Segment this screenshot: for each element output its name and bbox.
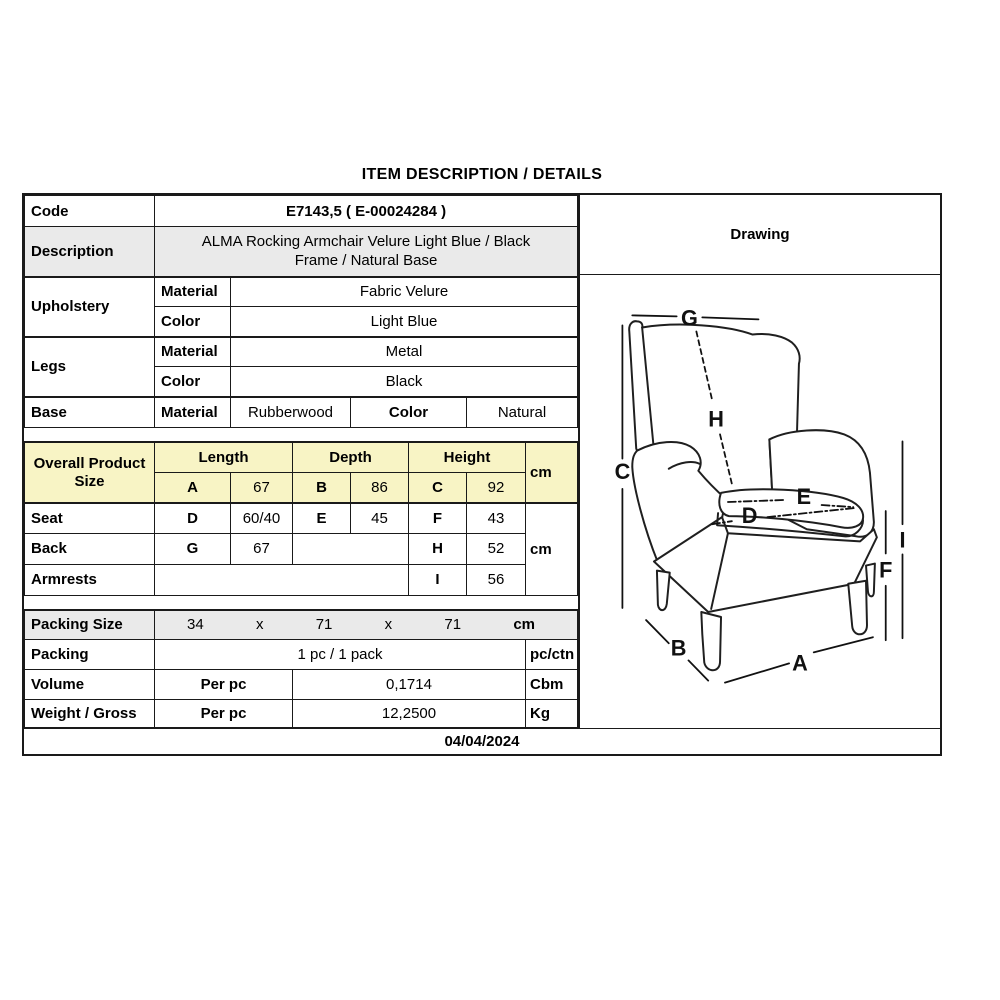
seat-label: Seat xyxy=(25,503,155,533)
row-volume xyxy=(25,670,578,700)
color-label: Color xyxy=(155,367,231,397)
dim-label-D: D xyxy=(741,502,758,529)
date-row xyxy=(24,728,940,754)
page-title: ITEM DESCRIPTION / DETAILS xyxy=(361,166,603,183)
packing-unit: pc/ctn xyxy=(526,640,578,670)
length-header: Length xyxy=(155,442,293,472)
dim-key-C: C xyxy=(409,472,467,503)
packing-label: Packing xyxy=(25,640,155,670)
dim-key-F: F xyxy=(409,503,467,533)
spec-sheet xyxy=(22,193,942,756)
dim-label-B: B xyxy=(670,635,687,661)
legs-material-value: Metal xyxy=(231,337,578,367)
overall-unit: cm xyxy=(526,442,578,503)
packing-value: 1 pc / 1 pack xyxy=(155,640,526,670)
legs-label: Legs xyxy=(25,337,155,397)
dim-key-D: D xyxy=(155,503,231,533)
row-back xyxy=(25,533,578,564)
volume-per: Per pc xyxy=(155,670,293,700)
base-color-value: Natural xyxy=(467,397,578,428)
base-material-value: Rubberwood xyxy=(231,397,351,428)
packing-size-row xyxy=(159,616,573,633)
weight-unit: Kg xyxy=(526,700,578,728)
color-label: Color xyxy=(155,307,231,337)
dim-val-D: 60/40 xyxy=(231,503,293,533)
material-label: Material xyxy=(155,397,231,428)
body-sizes-unit: cm xyxy=(526,503,578,595)
base-label: Base xyxy=(25,397,155,428)
upholstery-color-value: Light Blue xyxy=(231,307,578,337)
row-seat xyxy=(25,503,578,533)
packing-times: x xyxy=(255,616,264,634)
row-packing xyxy=(25,640,578,670)
packing-times: x xyxy=(384,616,393,634)
dim-val-E: 45 xyxy=(351,503,409,533)
row-armrests xyxy=(25,564,578,595)
empty-cell xyxy=(155,564,409,595)
base-color-label: Color xyxy=(351,397,467,428)
dim-key-I: I xyxy=(409,564,467,595)
row-base xyxy=(25,397,578,428)
dim-label-I: I xyxy=(899,527,906,553)
packing-size-unit: cm xyxy=(513,616,535,634)
upholstery-material-value: Fabric Velure xyxy=(231,277,578,307)
dim-label-C: C xyxy=(614,458,631,484)
overall-size-label: Overall Product Size xyxy=(25,442,155,503)
drawing-header: Drawing xyxy=(580,195,940,275)
chair-front-left-leg xyxy=(701,612,721,670)
height-header: Height xyxy=(409,442,526,472)
empty-cell xyxy=(293,533,409,564)
dim-val-G: 67 xyxy=(231,533,293,564)
dim-label-E: E xyxy=(796,483,812,510)
spec-table xyxy=(24,195,578,728)
row-weight xyxy=(25,700,578,728)
row-size-headers xyxy=(25,442,578,472)
chair-rear-right-leg xyxy=(866,564,875,597)
row-packing-size xyxy=(25,610,578,640)
code-label: Code xyxy=(25,196,155,227)
dim-label-H: H xyxy=(708,406,724,432)
drawing-canvas xyxy=(580,275,940,728)
spacer-row xyxy=(25,428,578,443)
packing-size-label: Packing Size xyxy=(25,610,155,640)
volume-value: 0,1714 xyxy=(293,670,526,700)
dim-key-E: E xyxy=(293,503,351,533)
volume-label: Volume xyxy=(25,670,155,700)
spacer-cell xyxy=(25,595,578,610)
spacer-row xyxy=(25,595,578,610)
row-description xyxy=(25,227,578,277)
weight-label: Weight / Gross xyxy=(25,700,155,728)
upholstery-label: Upholstery xyxy=(25,277,155,337)
dim-val-B: 86 xyxy=(351,472,409,503)
dim-key-G: G xyxy=(155,533,231,564)
packing-size-values xyxy=(155,610,578,640)
dim-label-F: F xyxy=(879,557,893,583)
description-text: ALMA Rocking Armchair Velure Light Blue / Black Frame / Natural Base xyxy=(201,232,531,270)
dim-val-F: 43 xyxy=(467,503,526,533)
back-label: Back xyxy=(25,533,155,564)
row-upholstery-material xyxy=(25,277,578,307)
dim-label-A: A xyxy=(792,650,808,676)
dim-val-I: 56 xyxy=(467,564,526,595)
dim-val-A: 67 xyxy=(231,472,293,503)
description-value xyxy=(155,227,578,277)
dim-key-A: A xyxy=(155,472,231,503)
dim-key-B: B xyxy=(293,472,351,503)
dim-val-H: 52 xyxy=(467,533,526,564)
material-label: Material xyxy=(155,337,231,367)
packing-dim-1: 34 xyxy=(187,616,204,634)
packing-dim-2: 71 xyxy=(315,616,333,634)
spacer-cell xyxy=(25,428,578,443)
material-label: Material xyxy=(155,277,231,307)
drawing-panel xyxy=(578,195,940,728)
weight-per: Per pc xyxy=(155,700,293,728)
volume-unit: Cbm xyxy=(526,670,578,700)
description-label: Description xyxy=(25,227,155,277)
code-value: E7143,5 ( E-00024284 ) xyxy=(155,196,578,227)
dim-val-C: 92 xyxy=(467,472,526,503)
armchair-drawing xyxy=(580,275,940,728)
row-code xyxy=(25,196,578,227)
row-legs-material xyxy=(25,337,578,367)
dim-key-H: H xyxy=(409,533,467,564)
legs-color-value: Black xyxy=(231,367,578,397)
armrests-label: Armrests xyxy=(25,564,155,595)
depth-header: Depth xyxy=(293,442,409,472)
chair-front-right-leg xyxy=(848,581,867,635)
sheet-top xyxy=(24,195,940,728)
date-value: 04/04/2024 xyxy=(444,733,520,750)
packing-dim-3: 71 xyxy=(444,616,462,634)
chair-rear-left-leg xyxy=(657,571,670,610)
dim-label-G: G xyxy=(681,305,698,331)
weight-value: 12,2500 xyxy=(293,700,526,728)
